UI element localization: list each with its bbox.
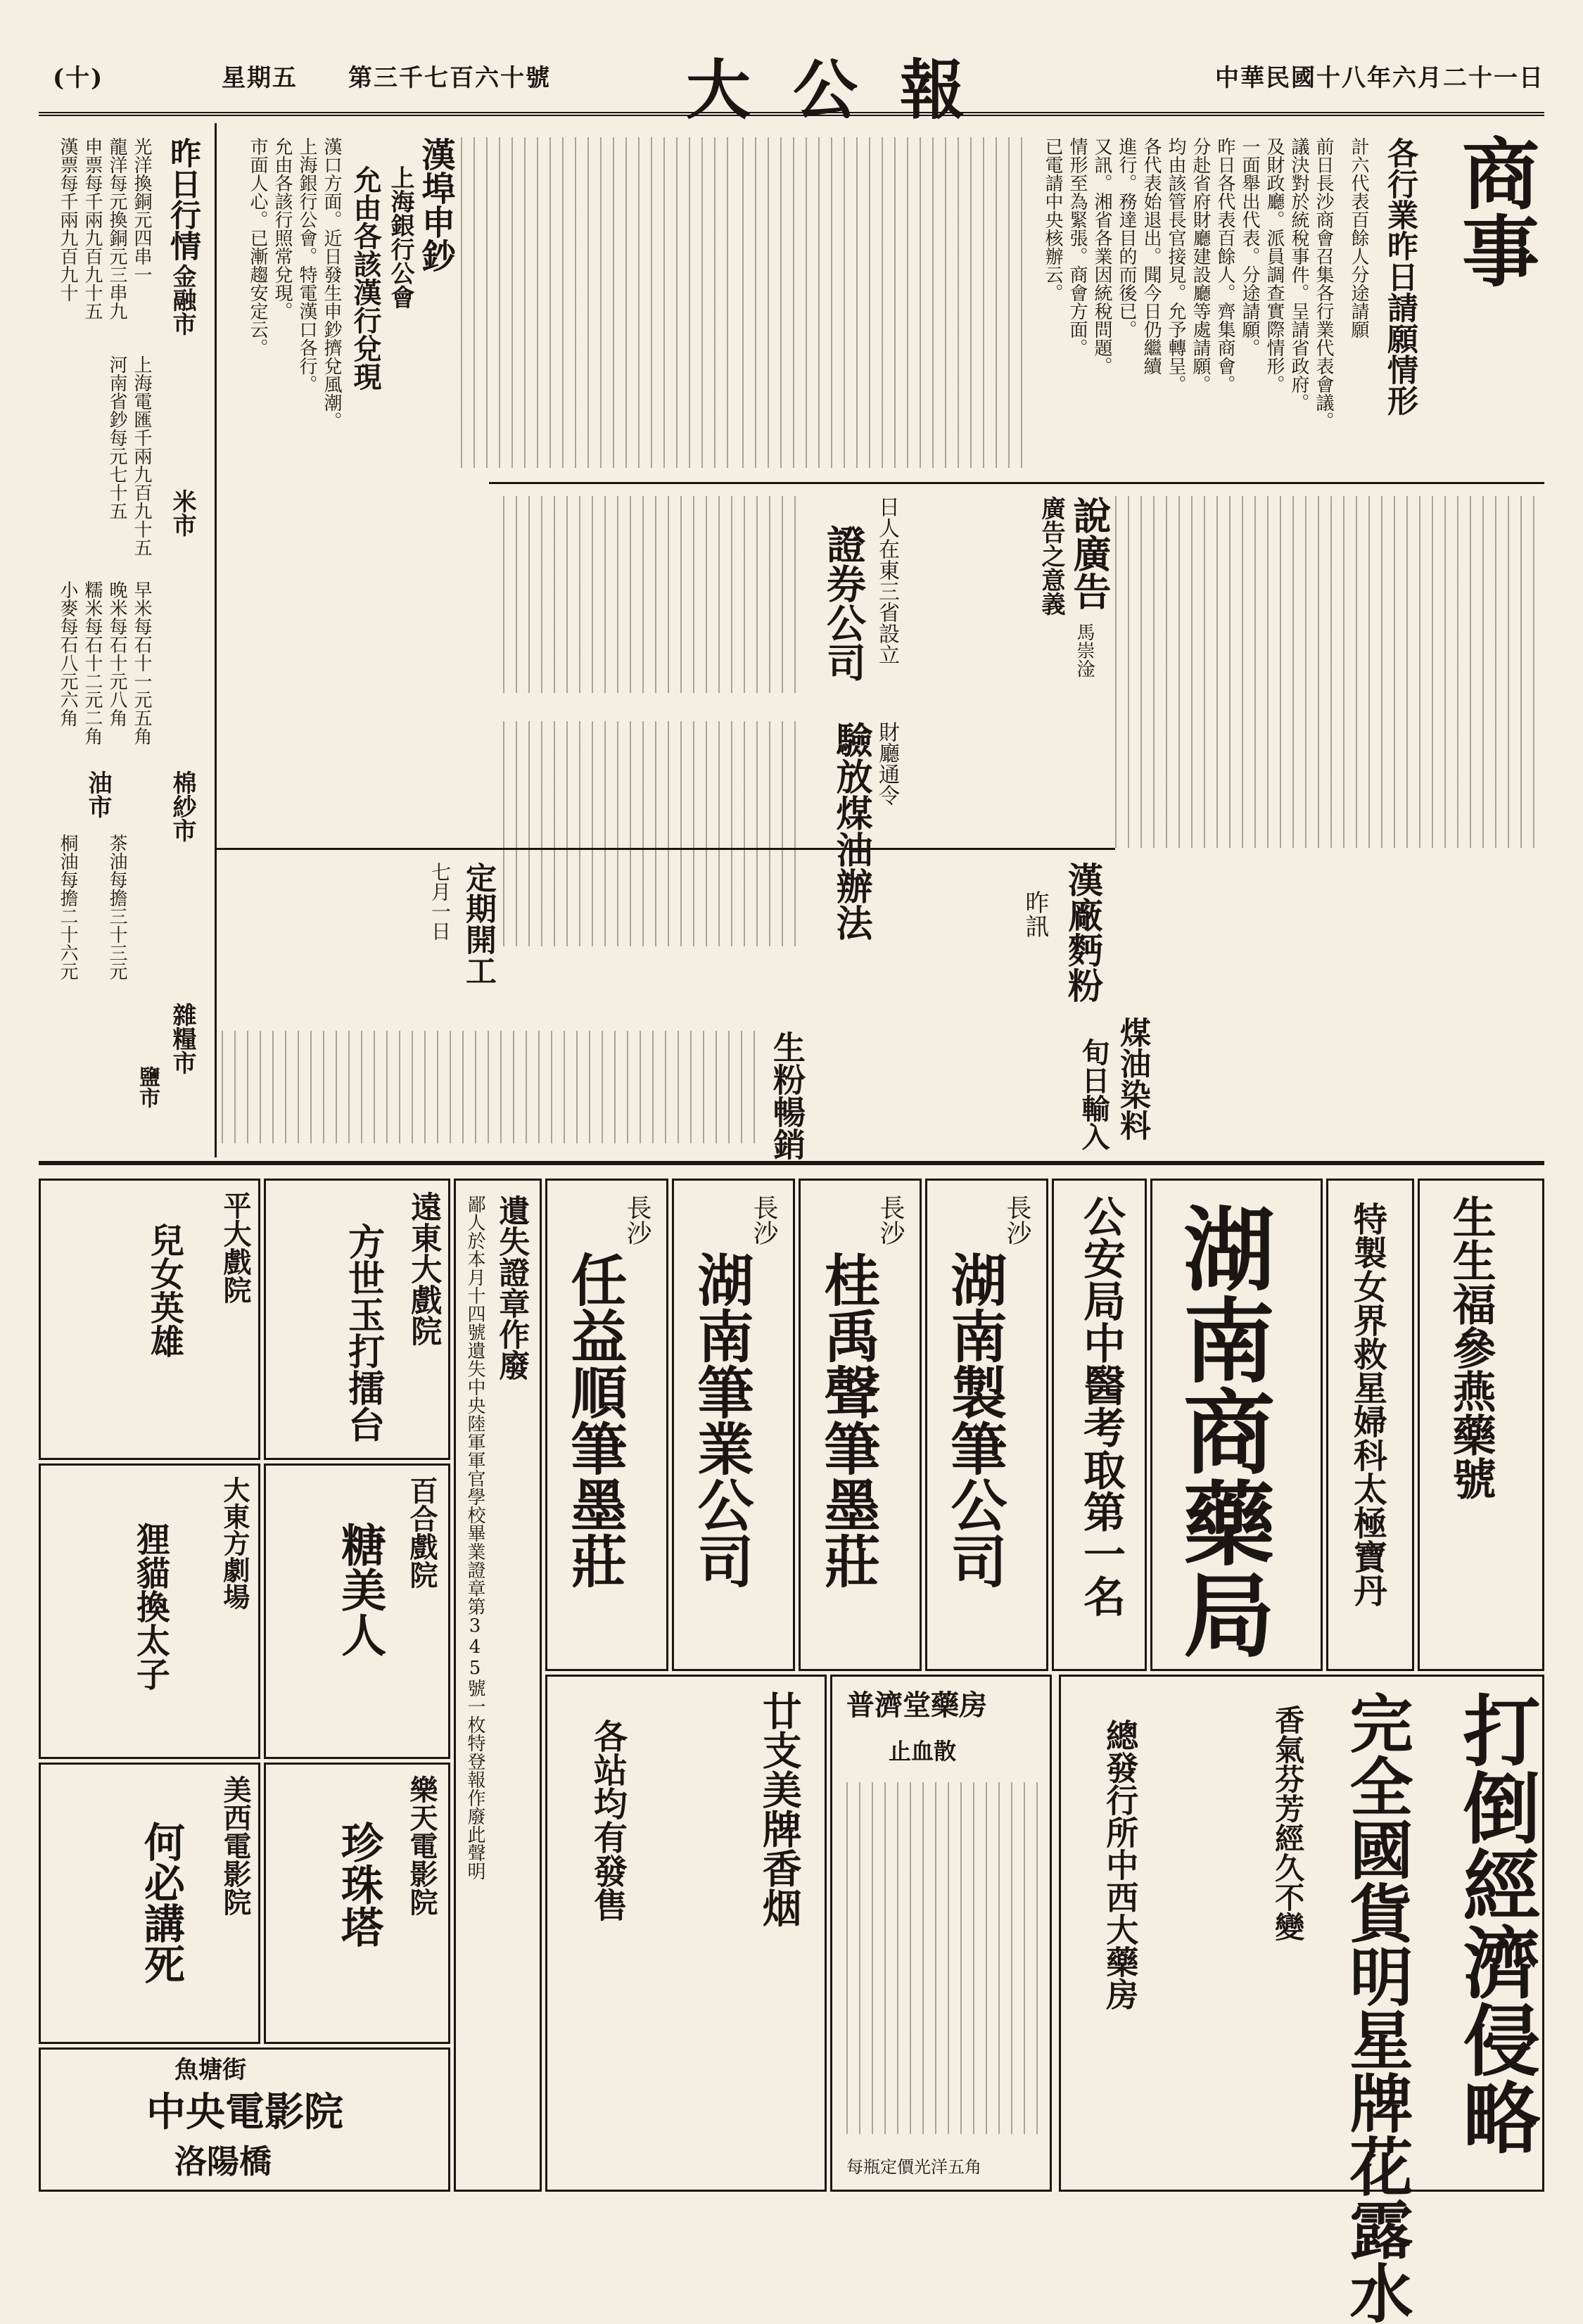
police-notice-ad: 公安局中醫考取第一名: [1052, 1179, 1147, 1671]
flour-headline: 生粉暢銷: [768, 1031, 806, 1160]
masthead: [39, 32, 1544, 128]
section-title-commerce: 商事: [1449, 134, 1540, 288]
quote-line-6: 河南省鈔每元七十五: [106, 355, 127, 520]
market-cotton: 棉紗市: [168, 770, 196, 842]
quote-line-12: 茶油每擔三十三元: [106, 834, 127, 980]
fortune-ad: 生生福參燕藥號: [1418, 1179, 1544, 1671]
import-headline: 煤油染料: [1114, 1017, 1150, 1141]
hankow-sub1: 上海銀行公會: [386, 165, 414, 309]
factory-headline: 漢廠麪粉: [1062, 862, 1104, 1003]
middle-text-block-1: [1115, 496, 1537, 848]
coal-oil-sub: 財廳通令: [875, 721, 899, 806]
commerce-subtitle: 各行業昨日請願情形: [1382, 137, 1418, 416]
market-title: 昨日行情: [165, 137, 201, 261]
medicine-ad: 普濟堂藥房 止血散 每瓶定價光洋五角: [830, 1675, 1052, 2192]
market-gold: 金融市: [168, 264, 196, 336]
quote-line-5: 上海電匯千兩九百九十五: [131, 355, 152, 557]
import-sub: 旬日輸入: [1077, 1038, 1110, 1150]
quote-line-4: 漢票每千兩九百九十: [57, 137, 78, 302]
hankow-body-1: 漢口方面。近日發生申鈔擠兌風潮。: [321, 137, 342, 430]
hankow-headline: 漢埠申鈔: [416, 137, 455, 272]
pen-company-2: 長沙 桂禹聲筆墨莊: [799, 1179, 922, 1671]
cinema-meixi: 美西電影院 何必講死: [39, 1763, 260, 2044]
hankow-body-3: 允由各該行照常兌現。: [272, 137, 293, 320]
market-salt: 鹽市: [135, 1066, 160, 1108]
factory-sub: 昨訊: [1021, 890, 1049, 938]
ad-talk-topic: 廣告之意義: [1037, 496, 1065, 616]
cinema-letian: 樂天電影院 珍珠塔: [264, 1763, 450, 2044]
commerce-text-block: [742, 137, 1031, 468]
ads-divider: [39, 1161, 1544, 1165]
quote-line-8: 晚米每石十元八角: [106, 580, 127, 727]
quote-line-3: 申票每千兩九百九十五: [82, 137, 103, 320]
pharmacy-ad: 湖南商藥局: [1150, 1179, 1323, 1671]
pen-company-3: 長沙 湖南筆業公司: [672, 1179, 795, 1671]
cinema-yuandong: 遠東大戲院 方世玉打擂台: [264, 1179, 450, 1460]
quote-line-11: 桐油每擔二十六元: [57, 834, 78, 980]
cinema-zhongyang: 魚塘街 中央電影院 洛陽橋: [39, 2047, 450, 2192]
coal-oil-headline: 驗放煤油辦法: [829, 721, 872, 941]
market-oil: 油市: [84, 770, 112, 818]
cinema-ping: 平大戲院 兒女英雄: [39, 1179, 260, 1460]
pen-company-1: 長沙 湖南製筆公司: [925, 1179, 1048, 1671]
hankow-sub2: 允由各該漢行兌現: [349, 165, 382, 390]
cinema-baihe: 百合戲院 糖美人: [264, 1463, 450, 1759]
quote-line-2: 龍洋每元換銅元三串九: [106, 137, 127, 320]
weekday: 星期五: [222, 64, 298, 92]
divider-upper: [489, 482, 1544, 484]
newspaper-page: 中華民國十八年六月二十一日 大公報 第三千七百六十號 星期五 (十) 商事 各行業昨日請願情形 計六代表百餘人分途請願 前日長沙商會召集各行業代表會議。 議決對於統稅事件。呈請省政府。 及財政廳。派員調查實際情形。 一面舉出代表。分途請願。 昨日各代表百餘人。齊集商會。 分赴省府財廳建設廳等處請願。 均由該管長官接見。允予轉呈。 各代表始退出。聞今日仍繼續 進行。務達目的而後已。 又訊。湘省各業因統稅問題。 情形至為緊張。商會方面。 已電請中央核辦云。 漢埠申鈔 上海銀行公會 允由各該漢行兌現 漢口方面。近日發生申鈔擠兌風潮。 上海銀行公會。特電漢口各行。 允由各該行照常兌現。 市面人心。已漸趨安定云。 昨日行情 金融市 光洋換銅元四串一 龍洋每元換銅元三串九 申票每千兩九百九十五 漢票每千兩九百九十 上海電匯千兩九百九十五 河南省鈔每元七十五 米市 早米每石十一元五角 晚米每石十元八角 糯米每石十二元二角 小麥每石八元六角 棉紗市 雜糧市 鹽市 油市 桐油每擔二十六元 茶油每擔三十三元 說廣告 馬崇淦 廣告之意義 證券公司 日人在東三省設立 驗放煤油辦法 財廳通令 漢廠麪粉 昨訊 定期開工 七月一日 煤油染料 旬日輸入 生粉暢銷 生生福參燕藥號 特製女界救星婦科太極寶丹 湖南商藥局 公安局中醫考取第一名 長沙 湖南製筆公司 長沙 桂禹聲筆墨莊 長沙 湖南筆業公司 長沙 任益順筆墨莊 遺失證章作廢 鄙人於本月十四號遺失中央陸軍軍官學校畢業證章第345號一枚特登報作廢此聲明 遠東大戲院 方世玉打擂台 平大戲院 兒女英雄 百合戲院 糖美人 大東方劇場 狸貓換太子 樂天電影院 珍珠塔 美西電影院 何必講死 魚塘街 中央電影院 洛陽橋 廿支美牌香烟 各站均有發售 普濟堂藥房 止血散 每瓶定價光洋五角 打倒經濟侵略 完全國貨明星牌花露水 香氣芬芳經久不變 總發行所中西大藥房: [39, 32, 1544, 2209]
quote-line-7: 早米每石十一元五角: [131, 580, 152, 745]
issue-number: 第三千七百六十號: [348, 64, 551, 92]
middle-text-block-3: [503, 721, 806, 946]
market-divider: [215, 123, 217, 1157]
hankow-body-2: 上海銀行公會。特電漢口各行。: [296, 137, 317, 393]
masthead-date: 中華民國十八年六月二十一日: [1215, 64, 1544, 92]
market-rice: 米市: [168, 489, 196, 537]
commerce-byline: 計六代表百餘人分途請願: [1348, 137, 1369, 338]
cinema-dadongfang: 大東方劇場 狸貓換太子: [39, 1463, 260, 1759]
quote-line-9: 糯米每石十二元二角: [82, 580, 103, 745]
pen-company-4: 長沙 任益順筆墨莊: [545, 1179, 668, 1671]
factory-open: 定期開工: [460, 862, 496, 986]
factory-open-date: 七月一日: [428, 862, 452, 941]
fortune-sub-ad: 特製女界救星婦科太極寶丹: [1326, 1179, 1414, 1671]
divider-mid: [215, 848, 1115, 850]
quote-line-1: 光洋換銅元四串一: [131, 137, 152, 284]
lower-news-text: [222, 1031, 756, 1143]
securities-note: 日人在東三省設立: [875, 496, 899, 665]
ad-talk-title: 說廣告: [1067, 496, 1112, 610]
hankow-body-4: 市面人心。已漸趨安定云。: [247, 137, 268, 357]
paper-title: 大公報: [686, 52, 1007, 128]
perfume-ad: 打倒經濟侵略 完全國貨明星牌花露水 香氣芬芳經久不變 總發行所中西大藥房: [1059, 1675, 1544, 2192]
hankow-text-block: [461, 137, 735, 468]
quote-line-10: 小麥每石八元六角: [57, 580, 78, 727]
tobacco-ad: 廿支美牌香烟 各站均有發售: [545, 1675, 827, 2192]
ad-talk-author: 馬崇淦: [1074, 623, 1095, 678]
securities-headline: 證券公司: [820, 524, 867, 682]
market-sugar: 雜糧市: [168, 1003, 196, 1074]
lost-badge-notice: 遺失證章作廢 鄙人於本月十四號遺失中央陸軍軍官學校畢業證章第345號一枚特登報作廢此聲明: [454, 1179, 542, 2192]
middle-text-block-2: [503, 496, 806, 693]
page-number: (十): [53, 64, 104, 92]
